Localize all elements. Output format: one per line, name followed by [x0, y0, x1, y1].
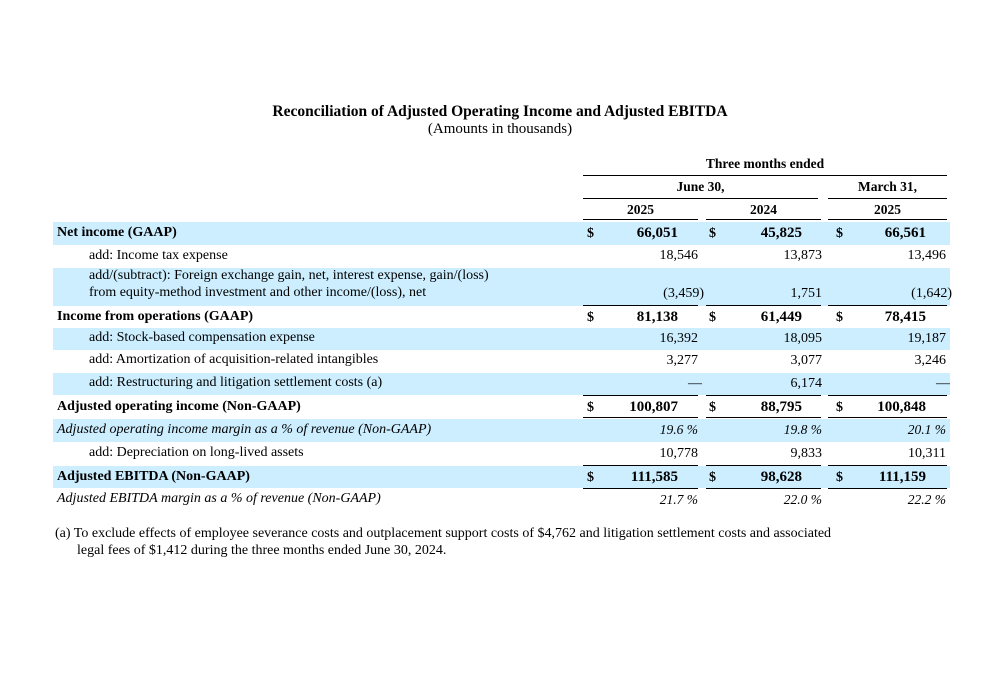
table-row	[53, 442, 950, 465]
row-label: add: Stock-based compensation expense	[89, 330, 315, 345]
table-row	[53, 466, 950, 488]
dollar-sign: $	[836, 226, 843, 241]
group-rule-june	[583, 198, 818, 199]
footnote-line-1: (a) To exclude effects of employee severance costs and outplacement support costs of $4,762 and litigation settlement costs and associated	[55, 526, 832, 541]
column-rule-1	[583, 219, 698, 220]
total-rule	[706, 417, 821, 418]
row-label: add: Amortization of acquisition-related intangibles	[89, 352, 379, 367]
footnote	[55, 525, 970, 559]
dollar-sign: $	[587, 400, 594, 415]
value-2024-june: 88,795	[760, 399, 802, 415]
dollar-sign: $	[836, 310, 843, 325]
dollar-sign: $	[709, 226, 716, 241]
table-row	[53, 350, 950, 373]
value-2024-june: 1,751	[790, 286, 822, 301]
table-row	[53, 306, 950, 328]
value-2025-june: 66,051	[636, 225, 678, 241]
dollar-sign: $	[836, 400, 843, 415]
column-rule-2	[706, 219, 821, 220]
table-row	[53, 373, 950, 395]
row-label: Adjusted EBITDA margin as a % of revenue (Non-GAAP)	[57, 491, 381, 506]
value-2025-march: 66,561	[884, 225, 926, 241]
value-2025-march: 100,848	[877, 399, 926, 415]
group-header-march: March 31,	[858, 179, 917, 194]
row-label: add: Depreciation on long-lived assets	[89, 445, 304, 460]
dollar-sign: $	[709, 470, 716, 485]
value-2025-june: 10,778	[659, 446, 698, 461]
value-2025-june: 100,807	[629, 399, 678, 415]
dollar-sign: $	[709, 400, 716, 415]
group-header-june: June 30,	[676, 179, 725, 194]
table-row	[53, 396, 950, 419]
column-header-2025-march: 2025	[874, 202, 901, 217]
table-row	[53, 268, 950, 306]
column-header-2025-june: 2025	[627, 202, 654, 217]
value-2025-june: 19.6 %	[659, 422, 698, 437]
dollar-sign: $	[587, 226, 594, 241]
value-2025-march: 22.2 %	[907, 492, 946, 507]
row-label-continued: from equity-method investment and other income/(loss), net	[89, 285, 427, 300]
row-label: add/(subtract): Foreign exchange gain, net, interest expense, gain/(loss)	[89, 268, 489, 283]
row-label: Income from operations (GAAP)	[57, 309, 254, 324]
value-2024-june: 6,174	[790, 376, 822, 391]
value-2024-june: 61,449	[760, 309, 802, 325]
value-2025-march: —	[936, 376, 950, 391]
value-2025-june: 81,138	[636, 309, 678, 325]
value-2024-june: 3,077	[790, 353, 822, 368]
footnote-line-2: legal fees of $1,412 during the three months ended June 30, 2024.	[77, 543, 447, 558]
column-rule-3	[828, 219, 947, 220]
table-row	[53, 489, 950, 511]
value-2025-march: 19,187	[907, 331, 946, 346]
value-2025-march: 10,311	[908, 446, 946, 461]
value-2024-june: 22.0 %	[783, 492, 822, 507]
value-2025-march: 3,246	[914, 353, 946, 368]
total-rule	[583, 417, 698, 418]
table-row	[53, 328, 950, 350]
dollar-sign: $	[587, 470, 594, 485]
value-2025-march: 20.1 %	[907, 422, 946, 437]
period-header: Three months ended	[705, 156, 825, 171]
row-label: Adjusted operating income margin as a % of revenue (Non-GAAP)	[57, 422, 432, 437]
table-subtitle: (Amounts in thousands)	[427, 121, 573, 137]
total-rule	[828, 417, 947, 418]
header-rule	[583, 175, 947, 176]
value-2024-june: 98,628	[760, 469, 802, 485]
value-2024-june: 18,095	[783, 331, 822, 346]
value-2025-june: 111,585	[630, 469, 678, 485]
group-rule-march	[828, 198, 947, 199]
value-2024-june: 9,833	[790, 446, 822, 461]
value-2025-june: 18,546	[659, 248, 698, 263]
value-2025-june: 21.7 %	[659, 492, 698, 507]
column-header-2024-june: 2024	[750, 202, 777, 217]
value-2025-june: (3,459)	[663, 286, 704, 301]
row-label: Adjusted operating income (Non-GAAP)	[57, 399, 301, 414]
dollar-sign: $	[836, 470, 843, 485]
value-2025-june: 3,277	[666, 353, 698, 368]
value-2024-june: 45,825	[760, 225, 802, 241]
value-2024-june: 13,873	[783, 248, 822, 263]
value-2025-march: (1,642)	[911, 286, 952, 301]
value-2025-june: —	[688, 376, 702, 391]
value-2025-march: 13,496	[907, 248, 946, 263]
value-2025-june: 16,392	[659, 331, 698, 346]
value-2025-march: 111,159	[878, 469, 926, 485]
table-title: Reconciliation of Adjusted Operating Income and Adjusted EBITDA	[272, 103, 728, 120]
row-label: Net income (GAAP)	[57, 225, 177, 240]
dollar-sign: $	[587, 310, 594, 325]
row-label: add: Restructuring and litigation settlement costs (a)	[89, 375, 383, 390]
table-row	[53, 419, 950, 442]
value-2024-june: 19.8 %	[783, 422, 822, 437]
row-label: Adjusted EBITDA (Non-GAAP)	[57, 469, 250, 484]
table-row	[53, 222, 950, 245]
row-label: add: Income tax expense	[89, 248, 228, 263]
value-2025-march: 78,415	[884, 309, 926, 325]
table-row	[53, 245, 950, 268]
dollar-sign: $	[709, 310, 716, 325]
